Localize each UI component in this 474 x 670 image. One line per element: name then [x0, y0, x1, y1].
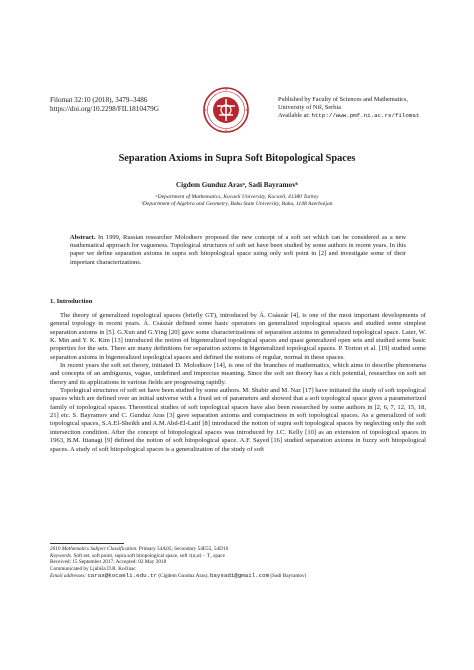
msc-value: Primary 54A05; Secondary 54E55, 54D10	[137, 546, 229, 552]
msc-label: 2010 Mathematics Subject Classification.	[50, 546, 138, 552]
faculty-logo	[202, 86, 250, 134]
footnotes	[50, 546, 430, 580]
section-heading: 1. Introduction	[50, 298, 93, 305]
journal-citation: Filomat 32:10 (2018), 3479–3486	[50, 96, 148, 104]
body-paragraph: In recent years the soft set theory, initiated D. Molodtsov [14], is one of the branches of mathematics, which aims to describe phenomena and concepts of an ambiguous, vague, undefined and imprecise meaning. Since the soft set theory has a rich potential, researches on soft set theory and its applications in various fields are progressing rapidly.	[50, 362, 426, 386]
footnote-rule	[50, 543, 124, 544]
email-footnote	[50, 573, 430, 580]
journal-header	[50, 96, 159, 114]
email-owner: (Cigdem Gunduz Aras),	[157, 572, 210, 579]
doi-link[interactable]: https://doi.org/10.2298/FIL1810479G	[50, 105, 159, 113]
abstract-text: In 1999, Russian researcher Molodtsov proposed the new concept of a soft set which can be considered as a new mathematical approach for vagueness. Topological structures of soft set have been studied by some authors in recent years. In this paper we define separation axioms in supra soft bitopological space using only soft point in [2] and investigate some of their important characterizations.	[70, 234, 406, 266]
body-paragraph: Topological structures of soft set have been studied by some authors. M. Shabir and M. Naz [17] have initiated the study of soft topological spaces which are defined over an initial universe with a fixed set of parameters and showed that a soft topological space gives a parameterized family of topological spaces. Theoretical studies of soft topological spaces have also been researched by some authors in [2, 6, 7, 12, 15, 18, 21] etc. S. Bayramov and C. Gunduz Aras [3] gave separation axioms and compactness in soft topological spaces. As a generalized of soft topological spaces, S.A.El-Sheikh and A.M.Abd-El-Latif [8] introduced the notion of supra soft topological spaces by neglecting only the soft intersection condition. After the concept of bitopological spaces was introduced by J.C. Kelly [10] as an extension of topological spaces in 1963, B.M. Ittanagi [9] defined the notion of soft bitopological space. A.F. Sayed [16] studied separation axioms in fuzzy soft bitopological spaces. A study of soft bitopological spaces is a generalization of the study of soft	[50, 387, 426, 453]
email-link[interactable]: baysadi@gmail.com	[209, 571, 270, 579]
author-list: Cigdem Gunduz Arasᵃ, Sadi Bayramovᵇ	[175, 181, 299, 189]
email-link[interactable]: caras@kocaeli.edu.tr	[87, 571, 158, 579]
email-label: Email addresses:	[50, 572, 87, 579]
affiliations	[0, 194, 474, 209]
affiliation-b: ᵇDepartment of Algebra and Geometry, Baku State University, Baku, 1148 Azerbaijan	[141, 201, 333, 208]
paper-title: Separation Axioms in Supra Soft Bitopological Spaces	[118, 153, 356, 164]
body-paragraph: The theory of generalized topological spaces (briefly GT), introduced by Á. Császár [4], is one of the most important developments of general topology in recent years. Á. Császár defined some basic operators on generalized topological spaces and studied some simplest separation axioms in [5]. G.Xun and G.Ying [20] gave some characterizations of separation axioms in generalized topological space. Later, W. K. Min and Y. K. Kim [13] introduced the notion of bigeneralized topological spaces and quasi generalized open sets and studied some basic properties for the sets. There are many definitions for separation axioms in bigeneralized topological spaces. P. Torton et al. [19] studied some separation axioms in bigeneralized topological spaces and defined the notions of regular, normal in these spaces.	[50, 312, 426, 361]
received-footnote: Received: 15 September 2017; Accepted: 02 May 2018	[50, 559, 167, 566]
section-body	[50, 312, 426, 454]
publisher-line: Published by Faculty of Sciences and Mathematics,	[278, 96, 408, 103]
abstract	[70, 234, 406, 267]
journal-url-link[interactable]: http://www.pmf.ni.ac.rs/filomat	[311, 112, 420, 119]
communicated-footnote: Communicated by Ljubiša D.R. Kočinac	[50, 566, 136, 573]
publisher-info	[278, 96, 448, 120]
abstract-label: Abstract.	[70, 234, 96, 241]
keywords-footnote	[50, 553, 430, 560]
university-line: University of Niš, Serbia	[278, 104, 341, 111]
available-label: Available at:	[278, 112, 312, 119]
affiliation-a: ᵃDepartment of Mathematics, Kocaeli University, Kocaeli, 41380 Turkey	[155, 194, 319, 200]
availability-line	[278, 112, 448, 120]
email-owner: (Sadi Bayramov)	[269, 572, 307, 579]
keywords-value: Soft set, soft point, supra soft bitopological space, soft τ(α,α) − T₁ space	[72, 552, 225, 559]
msc-footnote	[50, 546, 430, 553]
keywords-label: Keywords.	[50, 552, 73, 559]
